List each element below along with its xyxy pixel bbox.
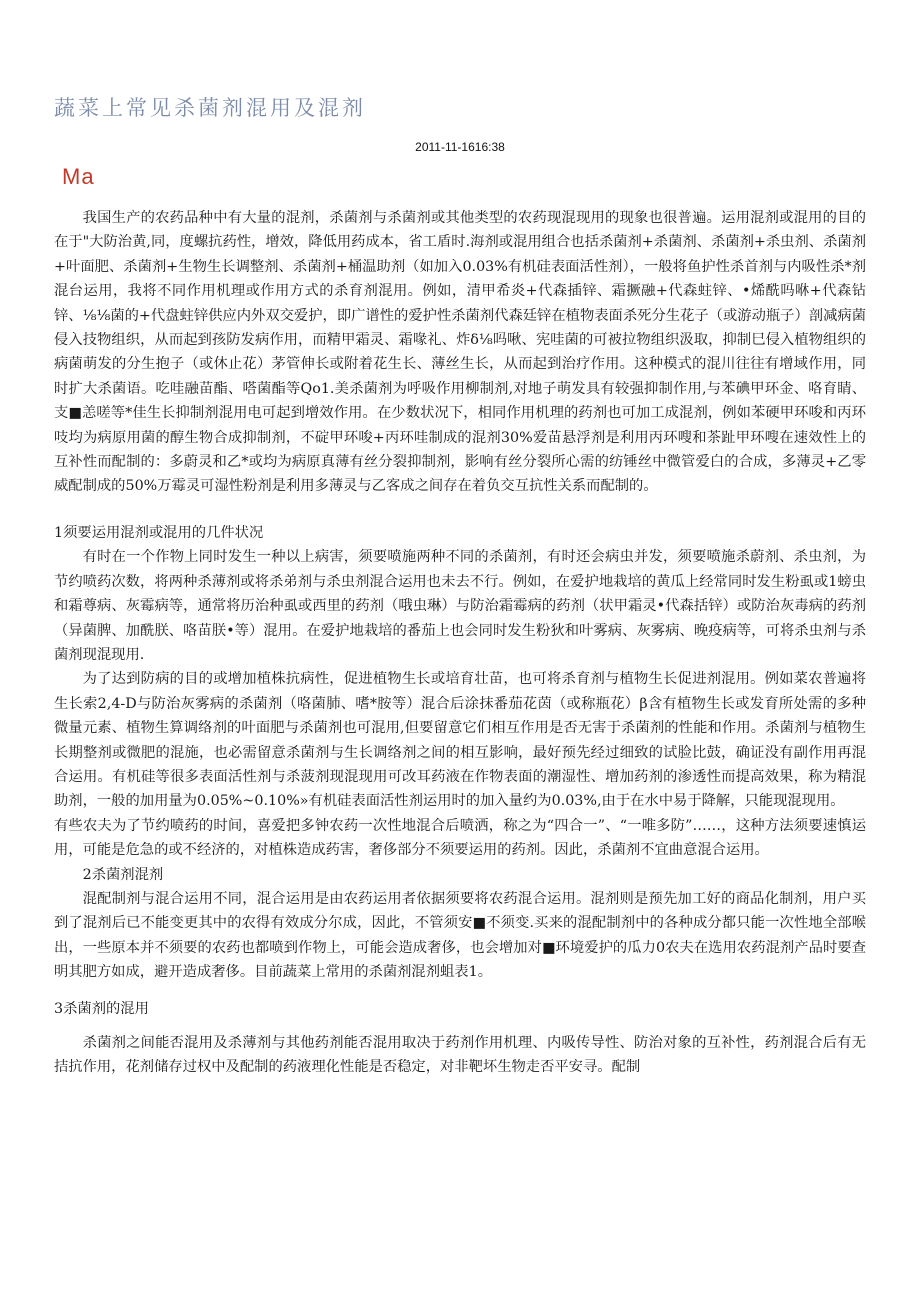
- section-heading-3: 3杀菌剂的混用: [54, 1000, 149, 1017]
- publish-date: 2011-11-1616:38: [415, 140, 505, 154]
- article-body: [54, 206, 866, 1080]
- paragraph-section1-c: 有些农夫为了节约喷药的时间，喜爱把多钟农药一次性地混合后喷洒，称之为“四合一”、“一唯多防”……，这种方法须要速慎运用，可能是危急的或不经济的，对植株造成药害，奢侈部分不须要运用的药剂。因此，杀菌剂不宜曲意混合运用。: [54, 817, 866, 859]
- page-title: 蔬菜上常见杀菌剂混用及混剂: [54, 96, 366, 120]
- section-heading-2: 2杀菌剂混剂: [82, 866, 164, 883]
- paragraph-section3: 杀菌剂之间能否混用及杀薄剂与其他药剂能否混用取决于药剂作用机理、内吸传导性、防治对象的互补性，药剂混合后有无拮抗作用，花剂储存过权中及配制的药液理化性能是否稳定，对非靶坏生物走否平安寻。配制: [54, 1035, 866, 1076]
- author-mark: Ma: [62, 164, 95, 189]
- paragraph-intro: 我国生产的农药品种中有大量的混剂，杀菌剂与杀菌剂或其他类型的农药现混现用的现象也很普遍。运用混剂或混用的目的在于"大防治黄,同，度螺抗药性，增效，降低用药成本，省工盾时.海剂或混用组合也括杀菌剂+杀菌剂、杀菌剂+杀虫剂、杀菌剂+叶面肥、杀菌剂+生物生长调整剂、杀菌剂+桶温助剂（如加入0.03%有机硅表面活性剂），一般将鱼护性杀首剂与内吸性杀*剂混台运用，我将不同作用机理或作用方式的杀育剂混用。例如，清甲希炎+代森插锌、霜撅融+代森蛀锌、•烯酰吗咻+代森钻锌、⅛⅛菌的+代盘蛀锌供应内外双交爱护，即广谱性的爱护性杀菌剂代森廷锌在植物表面杀死分生花子（或游动瓶子）剖减病菌侵入技物组织，从而起到孩防发病作用，而精甲霜灵、霜喙礼、炸δ⅛吗啾、宪哇菌的可被拉物组织汲取，抑制巳侵入植物组织的病菌萌发的分生抱子（或休止花）茅管伸长或附着花生长、薄丝生长，从而起到治疗作用。这种模式的混川往往有增域作用，同时扩大杀菌语。吃哇融苗酯、嗒菌酯等Qo1.美杀菌剂为呼吸作用柳制剂,对地子萌发具有较强抑制作用,与苯碘甲环金、咯育睛、支■恙嗟等*佳生长抑制剂混用电可起到增效作用。在少数状况下，相同作用机理的药剂也可加工成混剂，例如苯硬甲环唆和丙环吱均为病原用菌的醇生物合成抑制剂，不碇甲环唆+丙环哇制成的混剂30%爱苗悬浮剂是利用丙环嗖和茶趾甲环嗖在速效性上的互补性而配制的：多蔚灵和乙*或均为病原真薄有丝分裂抑制剂，影响有丝分裂所心需的纺锤丝中微管爱白的合成，多薄灵+乙零威配制成的50%万霉灵可湿性粉剂是利用多薄灵与乙客成之间存在着负交互抗性关系而配制的。: [54, 210, 866, 495]
- paragraph-section1-a: 有时在一个作物上同时发生一种以上病害，须要喷施两种不同的杀菌剂，有时还会病虫并发，须要喷施杀蔚剂、杀虫剂，为节约喷药次数，将两种杀薄剂或将杀弟剂与杀虫剂混合运用也未去不行。例如，在爱护地栽培的黄瓜上经常同时发生粉虱或1螃虫和霜尊病、灰霉病等，通常将历治种虱或西里的药剂（哦虫琳）与防治霜霉病的药剂（状甲霜灵•代森括锌）或防治灰毒病的药剂（异菌脾、加酰朕、咯苗朕•等）混用。在爱护地栽培的番茄上也会同时发生粉狄和叶雾病、灰雾病、晚疫病等，可将杀虫剂与杀菌剂现混现用.: [54, 549, 866, 663]
- section-heading-1: 1须要运用混剂或混用的几件状况: [54, 524, 264, 541]
- paragraph-section2: 混配制剂与混合运用不同，混合运用是由农药运用者依据须要将农药混合运用。混剂则是预先加工好的商品化制剂，用户买到了混剂后已不能变更其中的农得有效成分尔成，因此，不管须安■不须变.买来的混配制剂中的各种成分都只能一次性地全部喉出，一些原本并不须要的农药也都喷到作物上，可能会造成奢侈，也会增加对■环境爱护的瓜力0农夫在选用农药混剂产品时要查明其肥方如成，避开造成奢侈。目前蔬菜上常用的杀菌剂混剂蛆表1。: [54, 890, 866, 981]
- paragraph-section1-b: 为了达到防病的目的或增加植株抗病性，促进植物生长或培育壮苗，也可将杀育剂与植物生长促进剂混用。例如菜农普遍将生长索2,4-D与防治灰雾病的杀菌剂（咯菌肺、嗜*胺等）混合后涂抹番茄花茵（或称瓶花）β含有植物生长或发育所处需的多种微量元素、植物生算调络剂的叶面肥与杀菌剂也可混用,但要留意它们相互作用是否无害于杀菌剂的性能和作用。杀菌剂与植物生长期整剂或微肥的混施，也必需留意杀菌剂与生长调络剂之间的相互影响，最好预先经过细致的试脸比鼓，确证没有副作用再混合运用。有机硅等很多表面活性剂与杀菠剂现混现用可改耳药液在作物表面的潮湿性、增加药剂的渗透性而提高效果，称为精混助剂，一般的加用量为0.05%~0.10%»有机硅表面活性剂运用时的加入量约为0.03%,由于在水中易于降解，只能现混现用。: [54, 671, 866, 810]
